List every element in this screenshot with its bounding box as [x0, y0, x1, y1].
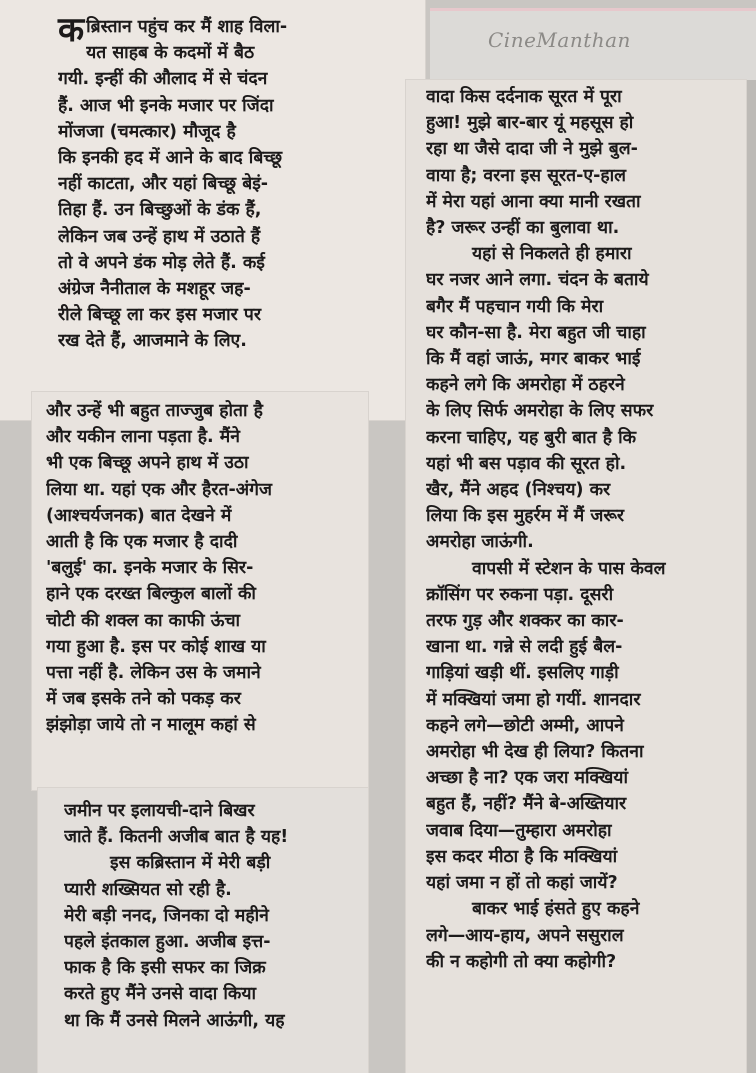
- text-line: लेकिन जब उन्हें हाथ में उठाते हैं: [58, 226, 261, 247]
- text-line: में मक्खियां जमा हो गयीं. शानदार: [426, 689, 641, 710]
- text-line: (आश्चर्यजनक) बात देखने में: [46, 505, 232, 526]
- text-line: अमरोहा जाऊंगी.: [426, 532, 534, 553]
- text-line: झंझोड़ा जाये तो न मालूम कहां से: [46, 715, 256, 736]
- text-line: कहने लगे—छोटी अम्मी, आपने: [426, 715, 624, 736]
- text-line: भी एक बिच्छू अपने हाथ में उठा: [46, 453, 249, 474]
- drop-cap-letter: क: [58, 10, 85, 50]
- paragraph-start-line: बाकर भाई हंसते हुए कहने: [472, 899, 640, 920]
- text-line: लगे—आय-हाय, अपने ससुराल: [426, 925, 624, 946]
- text-line: गया हुआ है. इस पर कोई शाख या: [46, 636, 266, 657]
- text-line: मेरी बड़ी ननद, जिनका दो महीने: [64, 905, 269, 926]
- column1-bottom-block: [38, 788, 368, 1073]
- text-line: तो वे अपने डंक मोड़ लेते हैं. कई: [58, 252, 265, 273]
- column2-block: [406, 80, 746, 1073]
- text-line: वादा किस दर्दनाक सूरत में पूरा: [426, 87, 622, 107]
- text-line: और उन्हें भी बहुत ताज्जुब होता है: [46, 401, 263, 421]
- text-line: की न कहोगी तो क्या कहोगी?: [426, 951, 617, 972]
- text-line: है? जरूर उन्हीं का बुलावा था.: [426, 218, 620, 239]
- text-line: में जब इसके तने को पकड़ कर: [46, 689, 241, 710]
- text-line: कहने लगे कि अमरोहा में ठहरने: [426, 375, 625, 396]
- text-line: करते हुए मैंने उनसे वादा किया: [64, 984, 257, 1005]
- text-line: कि मैं वहां जाऊं, मगर बाकर भाई: [426, 349, 641, 370]
- text-line: बहुत हैं, नहीं? मैंने बे-अख्तियार: [426, 794, 627, 815]
- text-line: हाने एक दरख्त बिल्कुल बालों की: [46, 584, 256, 605]
- paragraph-start-line: इस कब्रिस्तान में मेरी बड़ी: [110, 853, 271, 874]
- text-line: नहीं काटता, और यहां बिच्छू बेइं-: [58, 174, 269, 195]
- text-line: खैर, मैंने अहद (निश्चय) कर: [426, 480, 611, 501]
- text-line: रहा था जैसे दादा जी ने मुझे बुल-: [426, 139, 638, 160]
- text-line: पत्ता नहीं है. लेकिन उस के जमाने: [46, 663, 261, 684]
- text-line: जवाब दिया—तुम्हारा अमरोहा: [426, 820, 612, 841]
- text-line: अमरोहा भी देख ही लिया? कितना: [426, 742, 644, 763]
- text-line: खाना था. गन्ने से लदी हुई बैल-: [426, 637, 623, 658]
- text-line: वाया है; वरना इस सूरत-ए-हाल: [426, 165, 627, 186]
- text-line: आती है कि एक मजार है दादी: [46, 532, 238, 553]
- text-line: तिहा हैं. उन बिच्छुओं के डंक हैं,: [58, 200, 262, 221]
- paragraph-start-line: यहां से निकलते ही हमारा: [472, 244, 632, 265]
- text-line: फाक है कि इसी सफर का जिक्र: [64, 958, 266, 979]
- text-line: घर नजर आने लगा. चंदन के बताये: [426, 270, 649, 291]
- text-line: ब्रिस्तान पहुंच कर मैं शाह विला-: [86, 17, 288, 37]
- text-line: पहले इंतकाल हुआ. अजीब इत्त-: [64, 932, 271, 953]
- text-line: क्रॉसिंग पर रुकना पड़ा. दूसरी: [426, 584, 614, 605]
- text-line: यहां जमा न हों तो कहां जायें?: [426, 873, 618, 894]
- text-line: हैं. आज भी इनके मजार पर जिंदा: [58, 95, 274, 116]
- text-line: के लिए सिर्फ अमरोहा के लिए सफर: [426, 401, 654, 422]
- text-line: मोंजजा (चमत्कार) मौजूद है: [58, 121, 236, 142]
- text-line: हुआ! मुझे बार-बार यूं महसूस हो: [426, 113, 634, 134]
- text-line: जाते हैं. कितनी अजीब बात है यह!: [64, 827, 289, 848]
- text-line: रख देते हैं, आजमाने के लिए.: [58, 331, 247, 352]
- text-line: और यकीन लाना पड़ता है. मैंने: [46, 427, 240, 448]
- text-line: इस कदर मीठा है कि मक्खियां: [426, 846, 618, 867]
- text-line: कि इनकी हद में आने के बाद बिच्छू: [58, 148, 283, 169]
- text-line: अच्छा है ना? एक जरा मक्खियां: [426, 768, 628, 789]
- column1-middle-block: [32, 392, 368, 790]
- text-line: 'बलुई' का. इनके मजार के सिर-: [46, 558, 254, 579]
- text-line: चोटी की शक्ल का काफी ऊंचा: [46, 610, 241, 631]
- text-line: यहां भी बस पड़ाव की सूरत हो.: [426, 453, 627, 474]
- text-line: में मेरा यहां आना क्या मानी रखता: [426, 191, 641, 212]
- text-line: लिया कि इस मुहर्रम में मैं जरूर: [426, 506, 625, 527]
- text-line: रीले बिच्छू ला कर इस मजार पर: [58, 305, 261, 326]
- text-line: प्यारी शख्सियत सो रही है.: [64, 879, 232, 900]
- paragraph-start-line: वापसी में स्टेशन के पास केवल: [472, 558, 666, 579]
- page-edge-strip: [746, 80, 756, 1073]
- text-line: गयी. इन्हीं की औलाद में से चंदन: [58, 69, 268, 90]
- text-line: अंग्रेज नैनीताल के मशहूर जह-: [58, 279, 251, 300]
- text-line: तरफ गुड़ और शक्कर का कार-: [426, 611, 624, 632]
- text-line: करना चाहिए, यह बुरी बात है कि: [426, 427, 637, 448]
- text-line: जमीन पर इलायची-दाने बिखर: [64, 801, 255, 821]
- text-line: बगैर मैं पहचान गयी कि मेरा: [426, 296, 604, 317]
- column1-top-block: [0, 0, 425, 420]
- text-line: गाड़ियां खड़ी थीं. इसलिए गाड़ी: [426, 663, 619, 684]
- text-line: था कि मैं उनसे मिलने आऊंगी, यह: [64, 1010, 285, 1031]
- text-line: यत साहब के कदमों में बैठ: [86, 43, 255, 64]
- text-line: लिया था. यहां एक और हैरत-अंगेज: [46, 479, 272, 500]
- watermark: CineManthan: [488, 28, 631, 52]
- text-line: घर कौन-सा है. मेरा बहुत जी चाहा: [426, 322, 646, 343]
